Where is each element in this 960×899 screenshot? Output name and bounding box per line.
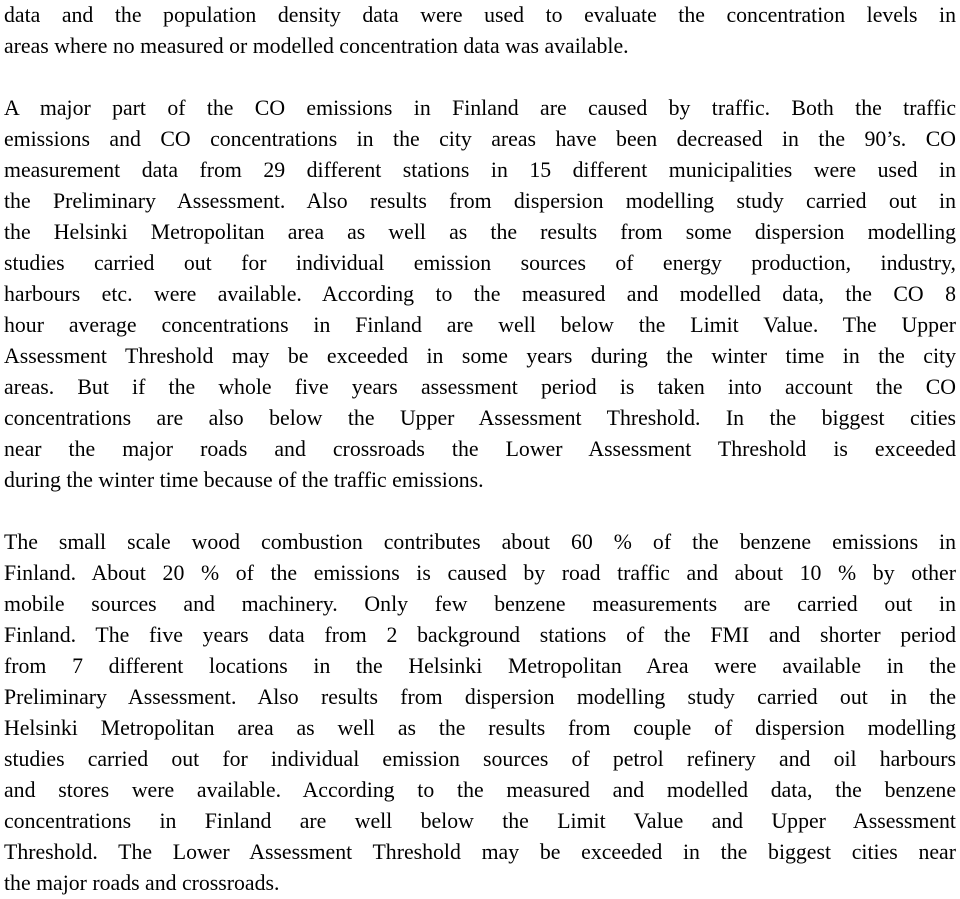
- text-line: the Preliminary Assessment. Also results from dispersion modelling study carried out in: [4, 189, 956, 213]
- paragraph-co-emissions: [4, 93, 956, 496]
- paragraph-gap: [4, 496, 956, 527]
- text-line: concentrations in Finland are well below the Limit Value and Upper Assessment: [4, 809, 956, 833]
- paragraph-benzene: [4, 527, 956, 899]
- text-line: data and the population density data were used to evaluate the concentration levels in: [4, 3, 956, 27]
- text-line: areas. But if the whole five years assessment period is taken into account the CO: [4, 375, 956, 399]
- text-line: and stores were available. According to the measured and modelled data, the benzene: [4, 778, 956, 802]
- text-line: emissions and CO concentrations in the city areas have been decreased in the 90’s. CO: [4, 127, 956, 151]
- text-line: studies carried out for individual emission sources of petrol refinery and oil harbours: [4, 747, 956, 771]
- paragraph-intro: [4, 0, 956, 62]
- text-line: A major part of the CO emissions in Finland are caused by traffic. Both the traffic: [4, 96, 956, 120]
- text-line: hour average concentrations in Finland are well below the Limit Value. The Upper: [4, 313, 956, 337]
- text-line: Assessment Threshold may be exceeded in some years during the winter time in the city: [4, 344, 956, 368]
- text-line: the major roads and crossroads.: [4, 871, 280, 895]
- text-line: Helsinki Metropolitan area as well as the results from couple of dispersion modelling: [4, 716, 956, 740]
- text-line: from 7 different locations in the Helsinki Metropolitan Area were available in the: [4, 654, 956, 678]
- text-line: studies carried out for individual emission sources of energy production, industry,: [4, 251, 956, 275]
- text-line: near the major roads and crossroads the Lower Assessment Threshold is exceeded: [4, 437, 956, 461]
- text-line: the Helsinki Metropolitan area as well as the results from some dispersion modelling: [4, 220, 956, 244]
- text-line: measurement data from 29 different stations in 15 different municipalities were used in: [4, 158, 956, 182]
- text-line: concentrations are also below the Upper Assessment Threshold. In the biggest cities: [4, 406, 956, 430]
- text-line: Threshold. The Lower Assessment Threshold may be exceeded in the biggest cities near: [4, 840, 956, 864]
- text-line: Finland. About 20 % of the emissions is caused by road traffic and about 10 % by other: [4, 561, 956, 585]
- paragraph-gap: [4, 62, 956, 93]
- text-line: areas where no measured or modelled concentration data was available.: [4, 34, 629, 58]
- text-line: mobile sources and machinery. Only few benzene measurements are carried out in: [4, 592, 956, 616]
- text-line: The small scale wood combustion contributes about 60 % of the benzene emissions in: [4, 530, 956, 554]
- text-line: harbours etc. were available. According to the measured and modelled data, the CO 8: [4, 282, 956, 306]
- text-line: Finland. The five years data from 2 background stations of the FMI and shorter period: [4, 623, 956, 647]
- document-page: [4, 0, 956, 899]
- text-line: Preliminary Assessment. Also results from dispersion modelling study carried out in the: [4, 685, 956, 709]
- text-line: during the winter time because of the traffic emissions.: [4, 468, 484, 492]
